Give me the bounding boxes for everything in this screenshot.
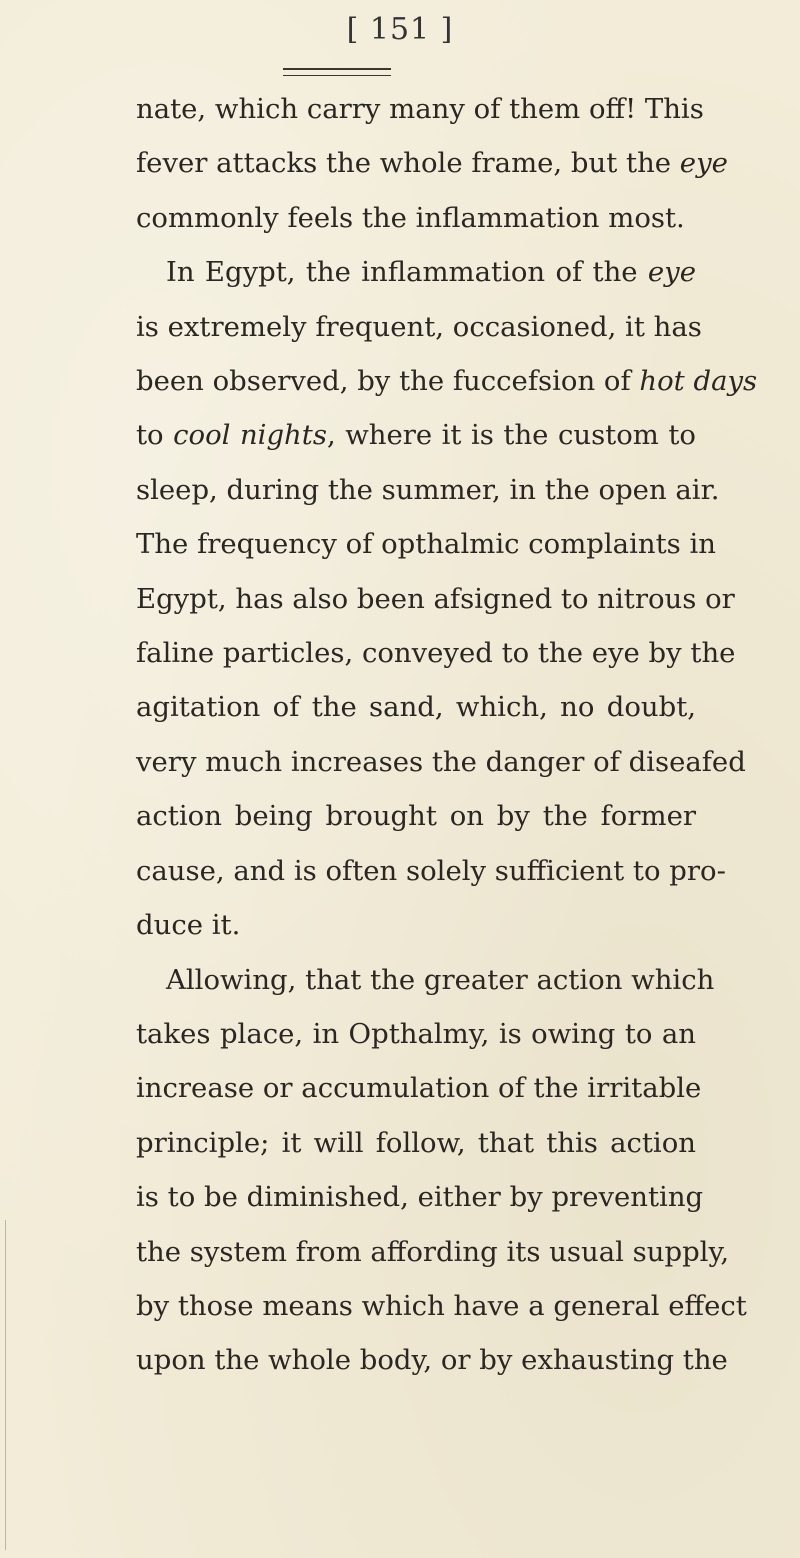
text-line: duce it.	[136, 909, 241, 942]
text-line: principle; it will follow, that this action	[136, 1126, 696, 1159]
text-line: by those means which have a general effect	[136, 1289, 747, 1322]
text-line: sleep, during the summer, in the open air.	[136, 473, 720, 506]
text-line: commonly feels the inflammation most.	[136, 201, 685, 234]
text-line: agitation of the sand, which, no doubt,	[136, 691, 696, 724]
text-line: fever attacks the whole frame, but the eye	[136, 147, 728, 180]
body-text	[136, 82, 758, 1388]
text-line: Allowing, that the greater action which	[166, 963, 715, 996]
page-edge-mark	[5, 1220, 6, 1550]
text-line: is extremely frequent, occasioned, it has	[136, 310, 702, 343]
text-line: cause, and is often solely sufficient to pro-	[136, 854, 726, 887]
text-line: action being brought on by the former	[136, 800, 696, 833]
text-line: The frequency of opthalmic complaints in	[136, 528, 716, 561]
text-line: nate, which carry many of them off! This	[136, 93, 704, 125]
text-line: been observed, by the fuccefsion of hot days	[136, 365, 758, 398]
text-line: upon the whole body, or by exhausting the	[136, 1344, 728, 1377]
text-line: In Egypt, the inflammation of the eye	[166, 256, 696, 289]
text-line: Egypt, has also been afsigned to nitrous or	[136, 582, 735, 615]
page-number: [ 151 ]	[346, 12, 454, 47]
text-line: faline particles, conveyed to the eye by the	[136, 637, 736, 670]
text-line: very much increases the danger of diseafed	[136, 745, 746, 778]
text-line: the system from affording its usual supply,	[136, 1235, 730, 1268]
text-line: to cool nights, where it is the custom to	[136, 419, 696, 452]
text-line: is to be diminished, either by preventing	[136, 1181, 704, 1214]
text-line: increase or accumulation of the irritable	[136, 1072, 702, 1105]
text-line: takes place, in Opthalmy, is owing to an	[136, 1017, 696, 1050]
header-rule	[283, 68, 391, 76]
